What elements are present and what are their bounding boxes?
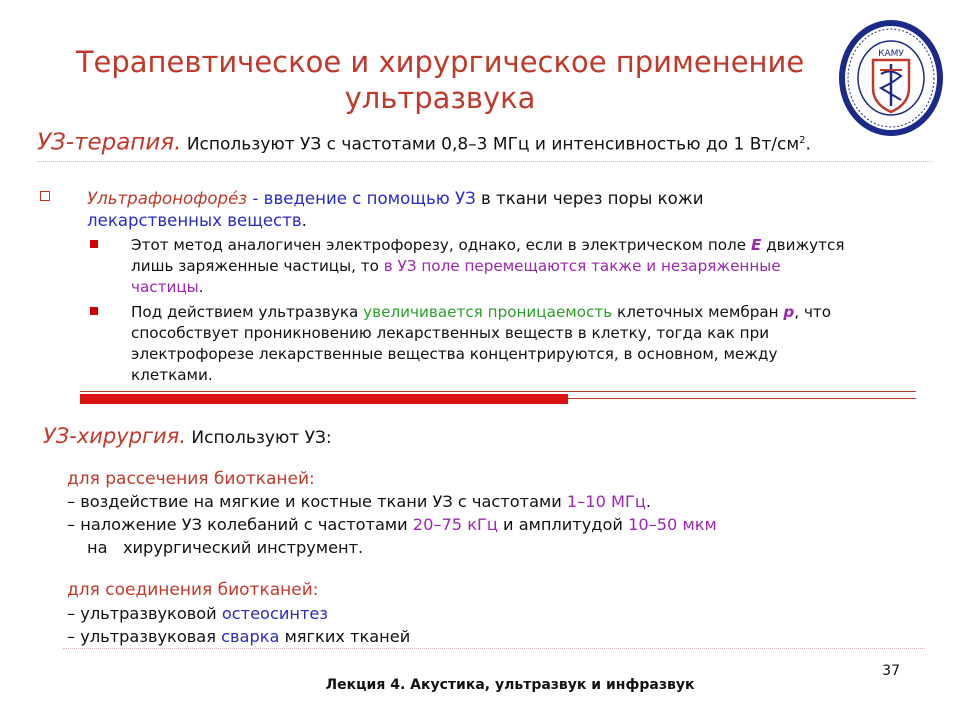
- sub2-line4: клетками.: [131, 366, 213, 384]
- cut-heading: для рассечения биотканей:: [67, 469, 315, 489]
- phonophoresis-line2: лекарственных веществ.: [87, 211, 307, 230]
- divider-dotted: [37, 161, 932, 162]
- phonophoresis-def: введение с помощью УЗ: [263, 189, 476, 208]
- sub1-line3: частицы.: [131, 278, 204, 296]
- therapy-sup: 2: [799, 135, 806, 146]
- cut-item-2: – наложение УЗ колебаний с частотами 20–75 кГц и амплитудой 10–50 мкм: [67, 515, 717, 534]
- therapy-line: [37, 126, 811, 160]
- sub2-line2: способствует проникновению лекарственных веществ в клетку, тогда как при: [131, 324, 770, 342]
- join-item-2: – ультразвуковая сварка мягких тканей: [67, 627, 411, 646]
- page-number: 37: [882, 663, 900, 679]
- phonophoresis-line1: Ультрафонофоре́з - введение с помощью УЗ в ткани через поры кожи: [87, 189, 704, 208]
- logo-text: КАМУ: [878, 49, 904, 59]
- slide-title-line1: Терапевтическое и хирургическое применение: [75, 45, 805, 79]
- phonophoresis-term: Ультрафонофоре́з: [87, 189, 248, 208]
- slide-title-line2: ультразвука: [344, 81, 536, 115]
- therapy-text: Используют УЗ с частотами 0,8–3 МГц и интенсивностью до 1 Вт/см: [181, 134, 800, 155]
- sub2-line3: электрофорезе лекарственные вещества концентрируются, в основном, между: [131, 345, 778, 363]
- divider-line: [80, 391, 916, 392]
- join-item-1: – ультразвуковой остеосинтез: [67, 604, 328, 623]
- divider-line: [568, 398, 916, 399]
- surgery-heading: УЗ-хирургия.: [43, 424, 186, 448]
- red-bullet-icon: [90, 307, 98, 315]
- divider-bar: [80, 394, 568, 404]
- square-bullet-icon: [40, 191, 50, 201]
- therapy-heading: УЗ-терапия.: [37, 129, 182, 156]
- divider-dotted: [63, 648, 925, 649]
- university-logo: [836, 16, 946, 140]
- footer-lecture: Лекция 4. Акустика, ультразвук и инфразвук: [325, 677, 695, 693]
- therapy-end: .: [805, 134, 811, 155]
- e-symbol: E: [750, 236, 762, 254]
- red-bullet-icon: [90, 240, 98, 248]
- join-heading: для соединения биотканей:: [67, 580, 319, 600]
- cut-item-1: – воздействие на мягкие и костные ткани УЗ с частотами 1–10 МГц.: [67, 492, 652, 511]
- cut-item-3: на хирургический инструмент.: [87, 538, 364, 557]
- p-symbol: p: [783, 303, 795, 321]
- sub1-line2: лишь заряженные частицы, то в УЗ поле перемещаются также и незаряженные: [131, 257, 781, 275]
- sub1-line1: Этот метод аналогичен электрофорезу, однако, если в электрическом поле E движутся: [131, 236, 845, 254]
- sub2-line1: Под действием ультразвука увеличивается проницаемость клеточных мембран p, что: [131, 303, 832, 321]
- slide-title: [40, 44, 840, 116]
- surgery-line: УЗ-хирургия. Используют УЗ:: [43, 424, 332, 448]
